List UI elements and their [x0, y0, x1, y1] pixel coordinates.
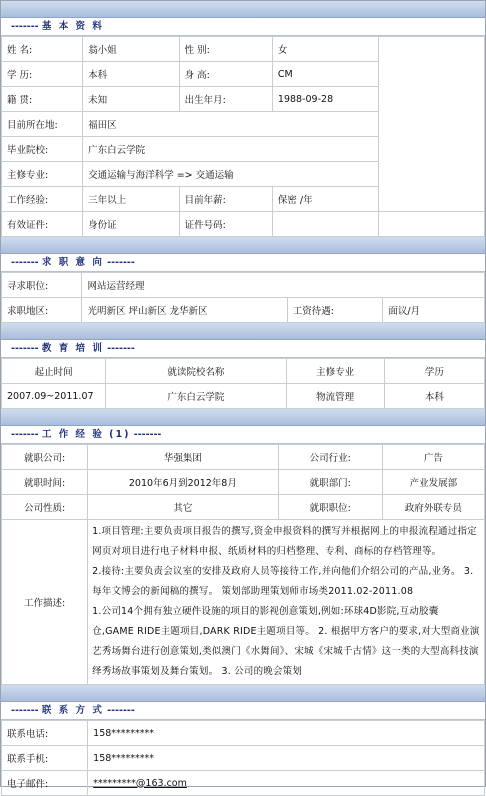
job-label: 就职职位:	[278, 495, 382, 520]
email-link[interactable]: *********@163.com	[88, 771, 485, 796]
email-label: 电子邮件:	[2, 771, 88, 796]
pay-value: 面议/月	[383, 298, 485, 323]
desc-paragraph-1: 1.项目管理:主要负责项目报告的撰写,资金申报资料的撰写并根据网上的申报流程通过指定网页对项目进行电子材料申报、纸质材料的归档整理、专利、商标的存档管理等。	[92, 526, 477, 557]
section-band	[1, 685, 485, 702]
dept-label: 就职部门:	[278, 470, 382, 495]
contact-table	[1, 720, 485, 796]
height-value: CM	[272, 62, 379, 87]
dept-value: 产业发展部	[382, 470, 484, 495]
period-value: 2010年6月到2012年8月	[88, 470, 278, 495]
nature-label: 公司性质:	[2, 495, 88, 520]
intent-heading: 求 职 意 向	[41, 257, 104, 268]
edu-header-major: 主修专业	[286, 359, 384, 384]
table-row	[2, 384, 485, 409]
education-heading: 教 育 培 训	[41, 343, 104, 354]
edu-degree: 本科	[384, 384, 484, 409]
edu-value: 本科	[83, 62, 179, 87]
edu-header-period: 起止时间	[2, 359, 106, 384]
work-heading: 工 作 经 验 (1)	[41, 429, 131, 440]
gender-value: 女	[272, 37, 379, 62]
pay-label: 工资待遇:	[287, 298, 383, 323]
work-table	[1, 444, 485, 685]
education-title: ------- 教 育 培 训 -------	[1, 340, 485, 358]
experience-label: 工作经验:	[2, 187, 83, 212]
edu-period: 2007.09~2011.07	[2, 384, 106, 409]
school-value: 广东白云学院	[83, 137, 379, 162]
edu-school: 广东白云学院	[106, 384, 286, 409]
work-description	[88, 520, 485, 685]
origin-label: 籍 贯:	[2, 87, 83, 112]
edu-major: 物流管理	[286, 384, 384, 409]
basic-info-table	[1, 36, 485, 237]
birth-value: 1988-09-28	[272, 87, 379, 112]
section-band	[1, 237, 485, 254]
position-label: 寻求职位:	[2, 273, 82, 298]
id-no-label: 证件号码:	[179, 212, 272, 237]
phone-value: 158*********	[88, 721, 485, 746]
gender-label: 性 别:	[179, 37, 272, 62]
industry-value: 广告	[382, 445, 484, 470]
major-value: 交通运输与海洋科学 => 交通运输	[83, 162, 379, 187]
major-label: 主修专业:	[2, 162, 83, 187]
location-label: 目前所在地:	[2, 112, 83, 137]
desc-paragraph-3: 1.公司14个拥有独立硬件设施的项目的影视创意策划,例如:环球4D影院,互动胶囊仓,GAME RIDE主题项目,DARK RIDE主题项目等。 2. 根据甲方客户的要求,对大型商业演艺秀场舞台进行创意策划,类似澳门《水舞间》、宋城《宋城千古情》这一类的大型高科技演绎秀场故事策划及舞台策划。 3. 公司的晚会策划	[92, 606, 480, 677]
area-value: 光明新区 坪山新区 龙华新区	[82, 298, 287, 323]
birth-label: 出生年月:	[179, 87, 272, 112]
photo-area	[379, 37, 485, 212]
school-label: 毕业院校:	[2, 137, 83, 162]
experience-value: 三年以上	[83, 187, 179, 212]
contact-title: ------- 联 系 方 式 -------	[1, 702, 485, 720]
empty-cell	[379, 212, 485, 237]
desc-label: 工作描述:	[2, 520, 88, 685]
salary-label: 目前年薪:	[179, 187, 272, 212]
id-no-value	[272, 212, 379, 237]
nature-value: 其它	[88, 495, 278, 520]
desc-paragraph-2: 2.接待:主要负责会议室的安排及政府人员等接待工作,并向他们介绍公司的产品,业务。 3. 每年文博会的新闻稿的撰写。 策划部助理策划师市场类2011.02-2011.08	[92, 566, 474, 597]
company-value: 华强集团	[88, 445, 278, 470]
edu-header-degree: 学历	[384, 359, 484, 384]
education-table	[1, 358, 485, 409]
job-value: 政府外联专员	[382, 495, 484, 520]
section-band	[1, 409, 485, 426]
section-band	[1, 1, 485, 18]
period-label: 就职时间:	[2, 470, 88, 495]
name-value: 翁小姐	[83, 37, 179, 62]
intent-table	[1, 272, 485, 323]
location-value: 福田区	[83, 112, 379, 137]
intent-title: ------- 求 职 意 向 -------	[1, 254, 485, 272]
industry-label: 公司行业:	[278, 445, 382, 470]
origin-value: 未知	[83, 87, 179, 112]
work-title: ------- 工 作 经 验 (1) -------	[1, 426, 485, 444]
height-label: 身 高:	[179, 62, 272, 87]
mobile-label: 联系手机:	[2, 746, 88, 771]
company-label: 就职公司:	[2, 445, 88, 470]
id-label: 有效证件:	[2, 212, 83, 237]
mobile-value: 158*********	[88, 746, 485, 771]
section-band	[1, 323, 485, 340]
name-label: 姓 名:	[2, 37, 83, 62]
edu-label: 学 历:	[2, 62, 83, 87]
phone-label: 联系电话:	[2, 721, 88, 746]
basic-info-heading: 基 本 资 料	[41, 21, 104, 32]
salary-value: 保密 /年	[272, 187, 379, 212]
basic-info-title: ------- 基 本 资 料	[1, 18, 485, 36]
contact-heading: 联 系 方 式	[41, 705, 104, 716]
edu-header-school: 就读院校名称	[106, 359, 286, 384]
id-value: 身份证	[83, 212, 179, 237]
area-label: 求职地区:	[2, 298, 82, 323]
position-value: 网站运营经理	[82, 273, 485, 298]
